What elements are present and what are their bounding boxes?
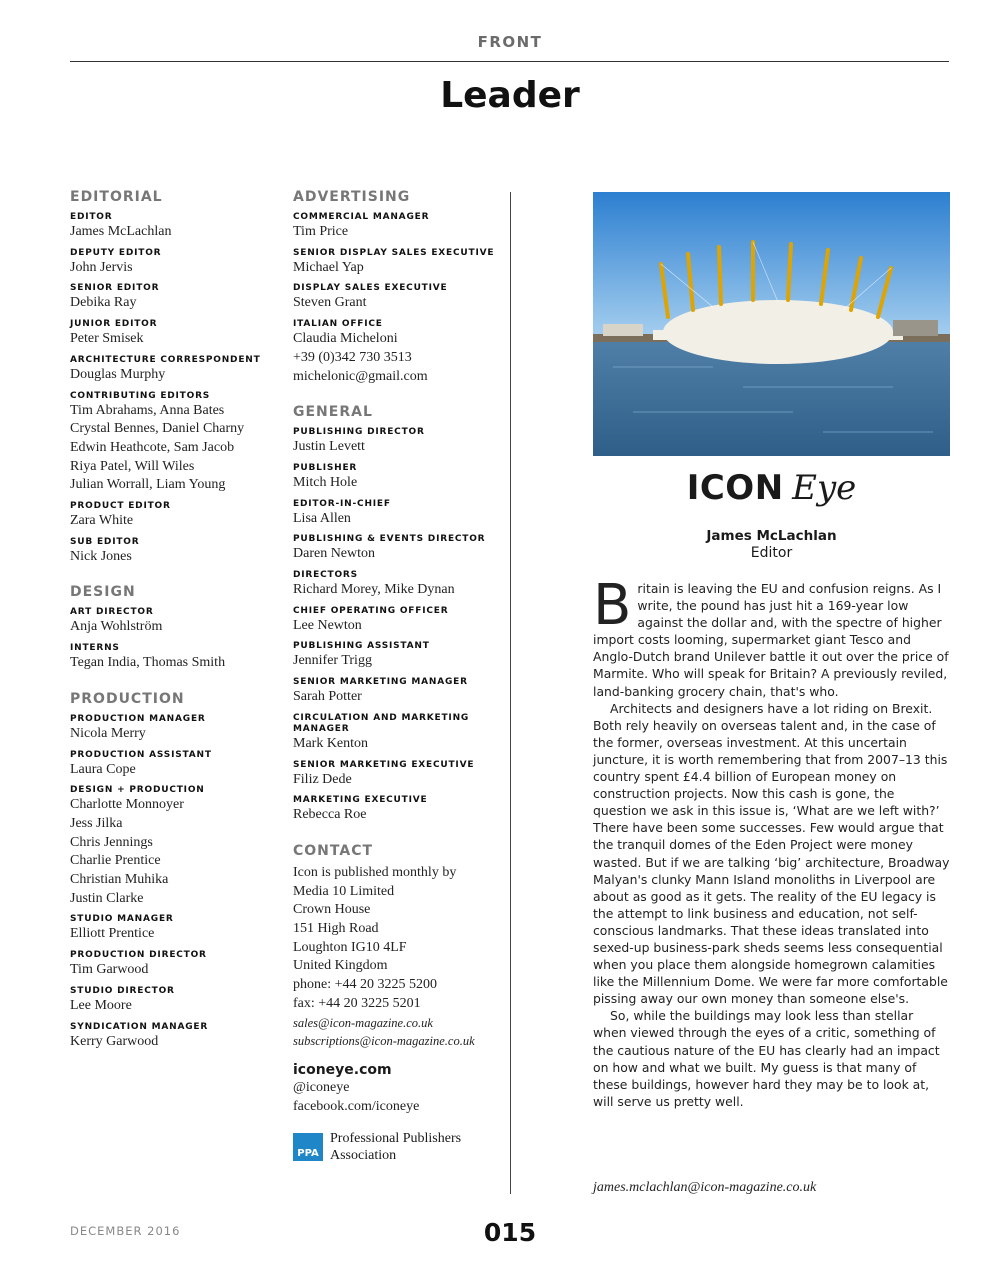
social-lines	[293, 1079, 503, 1116]
person-name: Jess Jilka	[70, 815, 123, 831]
person-name: Lisa Allen	[293, 510, 351, 526]
contact-block	[293, 842, 503, 1164]
dome-photo	[593, 192, 950, 456]
person-name: Michael Yap	[293, 259, 364, 275]
role-label: ARCHITECTURE CORRESPONDENT	[70, 354, 261, 365]
person-name: Chris Jennings	[70, 834, 153, 850]
person-name: Julian Worrall, Liam Young	[70, 477, 226, 493]
contact-heading: CONTACT	[293, 842, 374, 859]
role-label: EDITOR-IN-CHIEF	[293, 498, 391, 509]
role-label: PUBLISHING DIRECTOR	[293, 427, 425, 438]
social-link[interactable]: @iconeye	[293, 1079, 350, 1095]
person-name: Tegan India, Thomas Smith	[70, 655, 226, 671]
role-label: DEPUTY EDITOR	[70, 247, 162, 258]
role-label: PRODUCTION MANAGER	[70, 713, 206, 724]
role-label: CHIEF OPERATING OFFICER	[293, 605, 449, 616]
page-title: Leader	[440, 75, 580, 116]
person-name: Laura Cope	[70, 761, 136, 777]
person-name: Nicola Merry	[70, 725, 146, 741]
person-name: Charlotte Monnoyer	[70, 797, 184, 813]
role-label: CONTRIBUTING EDITORS	[70, 390, 211, 401]
person-name: Mitch Hole	[293, 474, 358, 490]
person-name: Edwin Heathcote, Sam Jacob	[70, 439, 235, 455]
role-label: CIRCULATION AND MARKETING MANAGER	[293, 712, 470, 734]
masthead-group	[70, 690, 275, 1051]
social-link[interactable]: facebook.com/iconeye	[293, 1098, 420, 1114]
author-role: Editor	[750, 545, 793, 561]
person-name: Debika Ray	[70, 295, 137, 311]
person-name: Kerry Garwood	[70, 1033, 159, 1049]
group-heading: GENERAL	[293, 404, 373, 421]
article-paragraph: Architects and designers have a lot riding on Brexit. Both rely heavily on overseas talent and, in the case of the former, overseas investment. At this uncertain juncture, it is worth remembering that from 2007–13 this country spent £4.4 billion of European money on construction projects. Now this cash is gone, the question we ask in this issue is, ‘What are we left with?’ There have been some successes. Few would argue that the tranquil domes of the Eden Project were money wasted. But if we are talking ‘big’ architecture, Broadway Malyan's clunky Mann Island monoliths in Liverpool are about as good as it gets. The reality of the EU legacy is the attempt to link business and education, not self-conscious landmarks. That these ideas translated into sexed-up business-park sheds seems less consequential when you place them alongside homegrown calamities like the Millennium Dome. We were far more comfortable pissing away our own money than someone else's.	[593, 700, 950, 1007]
contact-email[interactable]: sales@icon-magazine.co.uk	[293, 1015, 433, 1030]
person-name: Lee Moore	[70, 997, 132, 1013]
role-label: SENIOR EDITOR	[70, 283, 160, 294]
group-heading: DESIGN	[70, 584, 136, 601]
person-name: michelonic@gmail.com	[293, 368, 428, 384]
person-name: Justin Clarke	[70, 890, 144, 906]
role-label: PUBLISHING & EVENTS DIRECTOR	[293, 534, 486, 545]
person-name: Claudia Micheloni	[293, 331, 398, 347]
person-name: Zara White	[70, 513, 134, 529]
byline	[593, 528, 950, 562]
brand-bold: ICON	[686, 468, 784, 508]
person-name: Rebecca Roe	[293, 807, 367, 823]
role-label: EDITOR	[70, 212, 113, 222]
person-name: Elliott Prentice	[70, 926, 155, 942]
person-name: +39 (0)342 730 3513	[293, 349, 412, 365]
contact-line: Icon is published monthly by	[293, 864, 457, 880]
top-divider	[70, 61, 949, 62]
masthead-groups	[293, 188, 503, 825]
contact-line: phone: +44 20 3225 5200	[293, 977, 437, 993]
ppa-block	[293, 1130, 503, 1164]
role-label: PRODUCT EDITOR	[70, 501, 171, 512]
person-name: Nick Jones	[70, 548, 132, 564]
role-label: PRODUCTION DIRECTOR	[70, 950, 207, 961]
paragraph-text: ritain is leaving the EU and confusion reigns. As I write, the pound has just hit a 169-year low against the dollar and, with the spectre of higher import costs looming, supermarket giant Tesco and Anglo-Dutch brand Unilever battle it out over the price of Marmite. Who will speak for Britain? A previously reviled, land-banking grocery chain, that's who.	[593, 581, 949, 699]
role-label: COMMERCIAL MANAGER	[293, 212, 430, 222]
role-label: DIRECTORS	[293, 570, 358, 581]
masthead-group	[293, 403, 503, 825]
person-name: Tim Abrahams, Anna Bates	[70, 402, 225, 418]
role-label: PRODUCTION ASSISTANT	[70, 749, 212, 760]
masthead-group	[70, 583, 275, 672]
person-name: Douglas Murphy	[70, 366, 166, 382]
person-name: Riya Patel, Will Wiles	[70, 458, 195, 474]
ppa-text: Professional Publishers Association	[330, 1131, 462, 1164]
ppa-logo: PPA	[293, 1133, 323, 1161]
article-paragraph	[593, 573, 950, 700]
website-link[interactable]: iconeye.com	[293, 1061, 392, 1078]
person-name: Mark Kenton	[293, 735, 369, 751]
contact-line: Crown House	[293, 902, 371, 918]
group-heading: ADVERTISING	[293, 189, 411, 205]
person-name: Tim Garwood	[70, 962, 149, 978]
contact-line: fax: +44 20 3225 5201	[293, 995, 421, 1011]
masthead-group	[293, 188, 503, 386]
person-name: Jennifer Trigg	[293, 653, 372, 669]
drop-cap: B	[593, 573, 632, 638]
article-paragraph: So, while the buildings may look less than stellar when viewed through the eyes of a critic, something of the cautious nature of the EU has clearly had an impact on how and what we built. My guess is that many of these buildings, however hard they may be to look at, will serve us pretty well.	[593, 1008, 940, 1109]
person-name: Crystal Bennes, Daniel Charny	[70, 421, 245, 437]
person-name: John Jervis	[70, 259, 133, 275]
contact-line: United Kingdom	[293, 958, 388, 974]
person-name: Filiz Dede	[293, 771, 352, 787]
role-label: JUNIOR EDITOR	[70, 319, 158, 330]
role-label: ART DIRECTOR	[70, 607, 154, 618]
role-label: SYNDICATION MANAGER	[70, 1021, 209, 1032]
contact-line: 151 High Road	[293, 921, 379, 937]
person-name: Sarah Potter	[293, 689, 362, 705]
author-name: James McLachlan	[706, 528, 837, 544]
person-name: Charlie Prentice	[70, 853, 161, 869]
role-label: STUDIO MANAGER	[70, 914, 174, 925]
role-label: DISPLAY SALES EXECUTIVE	[293, 283, 448, 294]
column-divider	[510, 192, 511, 1194]
person-name: Richard Morey, Mike Dynan	[293, 582, 455, 598]
editor-email[interactable]: james.mclachlan@icon-magazine.co.uk	[593, 1180, 817, 1195]
person-name: Justin Levett	[293, 439, 365, 455]
role-label: DESIGN + PRODUCTION	[70, 785, 205, 796]
issue-date: DECEMBER 2016	[70, 1224, 181, 1238]
page-number: 015	[483, 1218, 537, 1247]
person-name: Anja Wohlström	[70, 619, 163, 635]
role-label: MARKETING EXECUTIVE	[293, 795, 428, 806]
role-label: PUBLISHER	[293, 462, 358, 473]
feature-title	[593, 468, 950, 509]
role-label: SENIOR MARKETING MANAGER	[293, 677, 468, 688]
role-label: SENIOR DISPLAY SALES EXECUTIVE	[293, 247, 495, 258]
person-name: James McLachlan	[70, 224, 172, 239]
masthead-column-1	[70, 188, 275, 1068]
role-label: SENIOR MARKETING EXECUTIVE	[293, 759, 475, 770]
group-heading: EDITORIAL	[70, 189, 163, 205]
person-name: Lee Newton	[293, 617, 362, 633]
contact-line: Media 10 Limited	[293, 883, 395, 899]
role-label: ITALIAN OFFICE	[293, 319, 383, 330]
person-name: Christian Muhika	[70, 872, 169, 888]
masthead-column-2	[293, 188, 503, 1181]
group-heading: PRODUCTION	[70, 690, 185, 707]
role-label: SUB EDITOR	[70, 536, 140, 547]
role-label: INTERNS	[70, 643, 120, 654]
section-label: FRONT	[477, 33, 543, 51]
role-label: STUDIO DIRECTOR	[70, 985, 175, 996]
person-name: Tim Price	[293, 224, 349, 239]
person-name: Steven Grant	[293, 295, 367, 311]
person-name: Peter Smisek	[70, 331, 144, 347]
brand-italic: Eye	[792, 468, 857, 508]
contact-line: Loughton IG10 4LF	[293, 939, 407, 955]
person-name: Daren Newton	[293, 546, 376, 562]
contact-lines	[293, 864, 503, 1051]
contact-email[interactable]: subscriptions@icon-magazine.co.uk	[293, 1034, 475, 1049]
role-label: PUBLISHING ASSISTANT	[293, 641, 430, 652]
masthead-group	[70, 188, 275, 566]
article-body	[593, 573, 950, 1110]
